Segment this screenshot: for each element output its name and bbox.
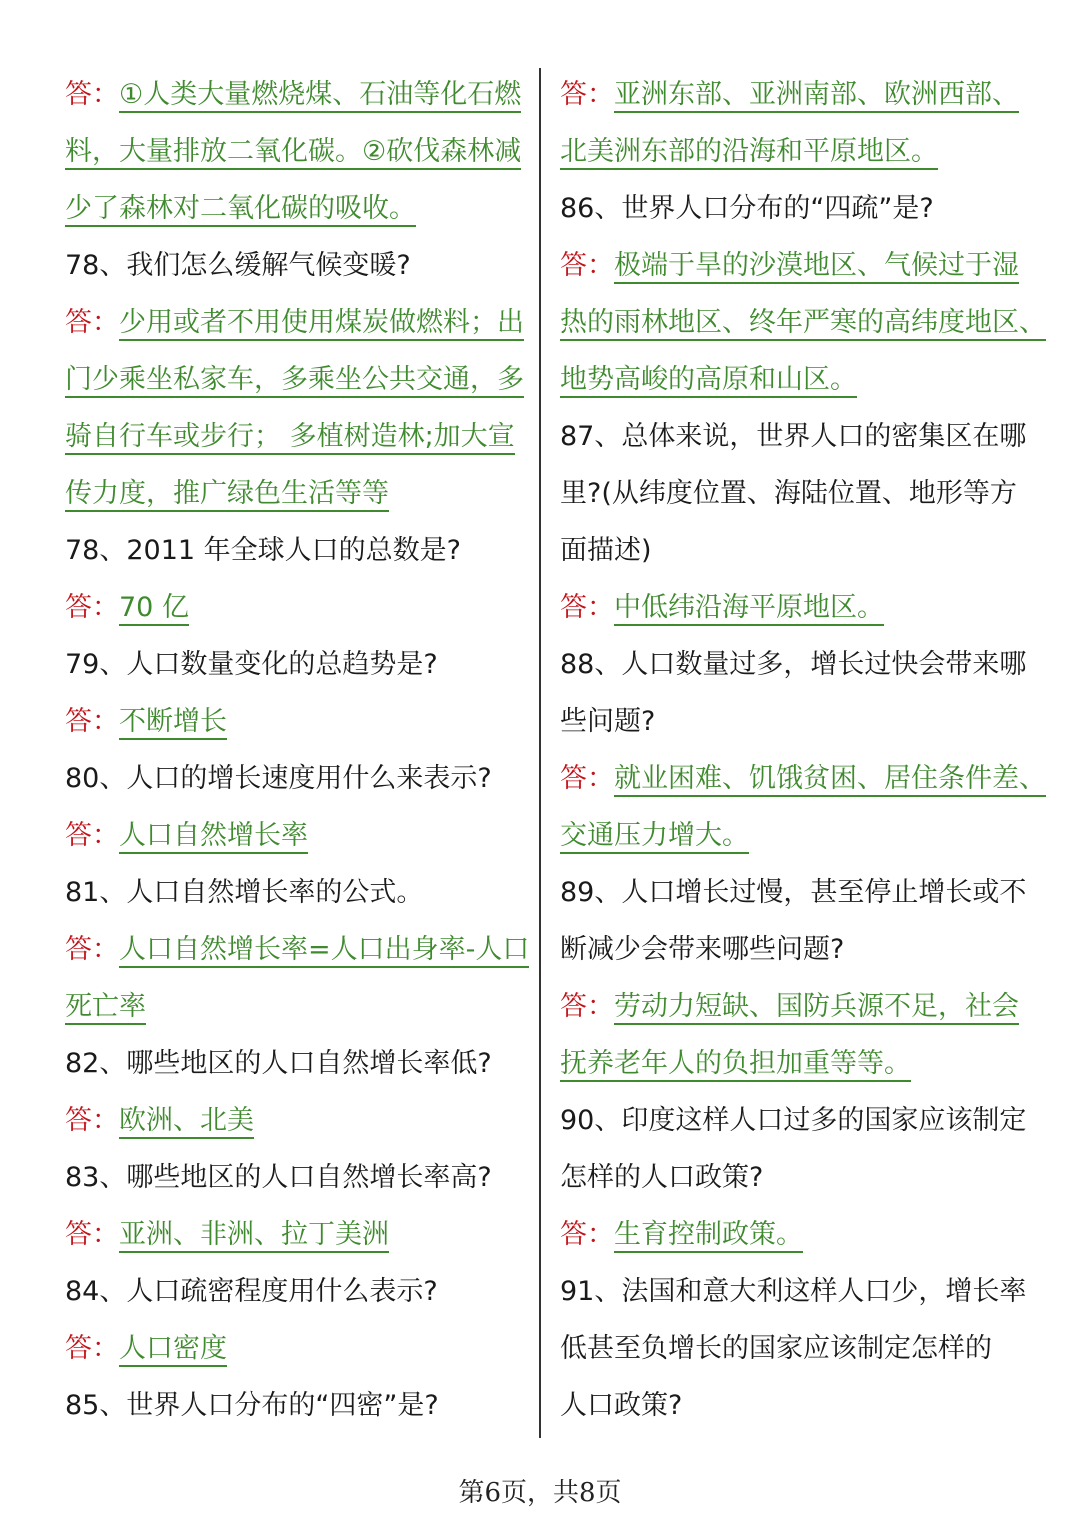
answer-label: 答： <box>560 763 614 794</box>
question-line <box>65 864 525 921</box>
answer-text: 热的雨林地区、终年严寒的高纬度地区、 <box>560 307 1046 341</box>
answer-line <box>560 978 1030 1035</box>
answer-label: 答： <box>65 307 119 338</box>
answer-text: 骑自行车或步行； 多植树造林;加大宣 <box>65 421 515 455</box>
question-line <box>65 636 525 693</box>
question-line <box>560 465 1030 522</box>
answer-line <box>65 294 525 351</box>
question-text: 81、人口自然增长率的公式。 <box>65 877 424 908</box>
question-line <box>560 921 1030 978</box>
question-text: 断减少会带来哪些问题? <box>560 934 845 965</box>
answer-label: 答： <box>65 592 119 623</box>
question-line <box>65 1377 525 1434</box>
question-line <box>560 636 1030 693</box>
question-line <box>560 1092 1030 1149</box>
right-column <box>560 66 1046 1434</box>
answer-text: 料，大量排放二氧化碳。②砍伐森林减 <box>65 136 521 170</box>
question-text: 86、世界人口分布的“四疏”是? <box>560 193 934 224</box>
question-line <box>560 522 1030 579</box>
answer-text: ①人类大量燃烧煤、石油等化石燃 <box>119 79 521 113</box>
answer-line <box>65 978 525 1035</box>
answer-text: 抚养老年人的负担加重等等。 <box>560 1048 911 1082</box>
answer-line <box>65 1092 525 1149</box>
answer-text: 劳动力短缺、国防兵源不足，社会 <box>614 991 1019 1025</box>
answer-text: 门少乘坐私家车，多乘坐公共交通，多 <box>65 364 524 398</box>
answer-text: 少用或者不用使用煤炭做燃料；出 <box>119 307 524 341</box>
answer-label: 答： <box>560 250 614 281</box>
answer-line <box>560 579 1030 636</box>
question-text: 78、我们怎么缓解气候变暖? <box>65 250 411 281</box>
answer-line <box>560 237 1030 294</box>
answer-label: 答： <box>65 706 119 737</box>
question-text: 里?(从纬度位置、海陆位置、地形等方 <box>560 478 1017 509</box>
question-line <box>65 1149 525 1206</box>
answer-line <box>65 123 525 180</box>
question-text: 79、人口数量变化的总趋势是? <box>65 649 438 680</box>
answer-text: 传力度，推广绿色生活等等 <box>65 478 389 512</box>
question-text: 80、人口的增长速度用什么来表示? <box>65 763 492 794</box>
answer-label: 答： <box>65 1219 119 1250</box>
question-text: 91、法国和意大利这样人口少，增长率 <box>560 1276 1027 1307</box>
answer-label: 答： <box>560 1219 614 1250</box>
answer-label: 答： <box>65 1333 119 1364</box>
answer-text: 死亡率 <box>65 991 146 1025</box>
question-line <box>65 750 525 807</box>
answer-line <box>65 1206 525 1263</box>
answer-line <box>560 351 1030 408</box>
answer-line <box>65 465 525 522</box>
answer-label: 答： <box>560 991 614 1022</box>
question-text: 82、哪些地区的人口自然增长率低? <box>65 1048 492 1079</box>
question-line <box>65 237 525 294</box>
answer-line <box>65 807 525 864</box>
answer-label: 答： <box>65 1105 119 1136</box>
question-line <box>65 522 525 579</box>
answer-label: 答： <box>65 820 119 851</box>
question-text: 90、印度这样人口过多的国家应该制定 <box>560 1105 1027 1136</box>
answer-text: 不断增长 <box>119 706 227 740</box>
answer-line <box>65 351 525 408</box>
answer-text: 70 亿 <box>119 592 189 626</box>
answer-line <box>560 750 1046 807</box>
answer-text: 人口密度 <box>119 1333 227 1367</box>
answer-line <box>65 408 525 465</box>
question-line <box>65 1263 525 1320</box>
answer-line <box>65 1320 525 1377</box>
question-text: 78、2011 年全球人口的总数是? <box>65 535 461 566</box>
column-divider <box>539 68 541 1438</box>
question-line <box>560 864 1030 921</box>
page-footer: 第6页，共8页 <box>458 1478 622 1508</box>
question-line <box>560 1263 1030 1320</box>
answer-line <box>560 807 1030 864</box>
question-text: 84、人口疏密程度用什么表示? <box>65 1276 438 1307</box>
answer-text: 亚洲东部、亚洲南部、欧洲西部、 <box>614 79 1019 113</box>
question-text: 87、总体来说，世界人口的密集区在哪 <box>560 421 1027 452</box>
answer-line <box>65 921 530 978</box>
answer-text: 欧洲、北美 <box>119 1105 254 1139</box>
question-text: 85、世界人口分布的“四密”是? <box>65 1390 439 1421</box>
answer-line <box>65 579 525 636</box>
answer-line <box>65 180 525 237</box>
answer-line <box>560 294 1046 351</box>
answer-line <box>560 66 1030 123</box>
answer-line <box>65 693 525 750</box>
answer-label: 答： <box>65 934 119 965</box>
answer-text: 交通压力增大。 <box>560 820 749 854</box>
answer-line <box>65 66 525 123</box>
answer-text: 极端于旱的沙漠地区、气候过于湿 <box>614 250 1019 284</box>
answer-line <box>560 1035 1030 1092</box>
answer-line <box>560 123 1030 180</box>
question-text: 89、人口增长过慢，甚至停止增长或不 <box>560 877 1027 908</box>
question-line <box>560 408 1030 465</box>
answer-text: 少了森林对二氧化碳的吸收。 <box>65 193 416 227</box>
question-line <box>560 1377 1030 1434</box>
left-column <box>65 66 530 1434</box>
question-line <box>560 693 1030 750</box>
answer-label: 答： <box>65 79 119 110</box>
answer-text: 地势高峻的高原和山区。 <box>560 364 857 398</box>
answer-text: 亚洲、非洲、拉丁美洲 <box>119 1219 389 1253</box>
answer-text: 就业困难、饥饿贫困、居住条件差、 <box>614 763 1046 797</box>
question-text: 些问题? <box>560 706 656 737</box>
answer-label: 答： <box>560 592 614 623</box>
question-line <box>560 1149 1030 1206</box>
question-text: 低甚至负增长的国家应该制定怎样的 <box>560 1333 992 1364</box>
question-line <box>65 1035 525 1092</box>
answer-text: 人口自然增长率=人口出身率-人口 <box>119 934 529 968</box>
question-text: 面描述) <box>560 535 652 566</box>
answer-text: 中低纬沿海平原地区。 <box>614 592 884 626</box>
question-text: 83、哪些地区的人口自然增长率高? <box>65 1162 492 1193</box>
answer-text: 生育控制政策。 <box>614 1219 803 1253</box>
question-line <box>560 180 1030 237</box>
question-text: 88、人口数量过多，增长过快会带来哪 <box>560 649 1027 680</box>
answer-label: 答： <box>560 79 614 110</box>
answer-line <box>560 1206 1030 1263</box>
answer-text: 北美洲东部的沿海和平原地区。 <box>560 136 938 170</box>
question-text: 人口政策? <box>560 1390 683 1421</box>
answer-text: 人口自然增长率 <box>119 820 308 854</box>
question-line <box>560 1320 1030 1377</box>
question-text: 怎样的人口政策? <box>560 1162 764 1193</box>
